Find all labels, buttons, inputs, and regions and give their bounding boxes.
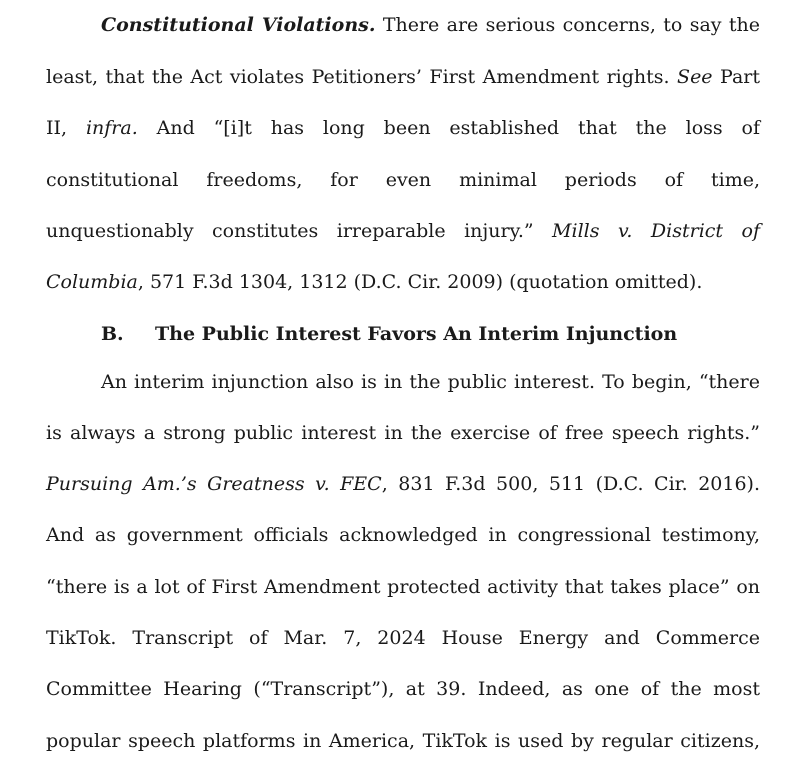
para2-line-6-text: TikTok. Transcript of Mar. 7, 2024 House Energy and Commerce — [46, 627, 760, 649]
para2-line-8 — [46, 729, 760, 753]
para2-line-5-text: “there is a lot of First Amendment protected activity that takes place” on — [46, 576, 760, 598]
para1-infra: infra. — [85, 117, 138, 139]
para1-line-2 — [46, 65, 760, 89]
para2-line-1 — [101, 370, 760, 394]
para2-line-2 — [46, 421, 760, 445]
para2-line-4-text: And as government officials acknowledged in congressional testimony, — [46, 524, 760, 546]
para1-lead-heading: Constitutional Violations. — [101, 14, 376, 36]
para2-line-3 — [46, 472, 760, 496]
para2-line-2-text: is always a strong public interest in the exercise of free speech rights.” — [46, 422, 760, 444]
para1-case-name-cont: Columbia — [46, 271, 138, 293]
para2-line-7 — [46, 677, 760, 701]
para1-line-4-text: constitutional freedoms, for even minimal periods of time, — [46, 169, 760, 191]
para1-line-2-text: least, that the Act violates Petitioners’ First Amendment rights. — [46, 66, 670, 88]
para1-line-5 — [46, 219, 760, 243]
para2-line-1-text: An interim injunction also is in the public interest. To begin, “there — [101, 371, 760, 393]
para2-case-name: Pursuing Am.’s Greatness v. FEC — [46, 473, 382, 495]
para2-line-8-text: popular speech platforms in America, TikTok is used by regular citizens, — [46, 730, 760, 752]
para1-line-2-end: Part — [720, 66, 761, 88]
para2-line-4 — [46, 523, 760, 547]
para1-case-name: Mills v. District of — [552, 220, 760, 242]
para2-line-6 — [46, 626, 760, 650]
para1-line-3-text: And “[i]t has long been established that the loss of — [156, 117, 761, 139]
section-title: The Public Interest Favors An Interim Injunction — [155, 323, 678, 345]
para1-line-1 — [101, 13, 760, 37]
para2-line-5 — [46, 575, 760, 599]
para1-line-3 — [46, 116, 760, 140]
para1-line-6 — [46, 270, 760, 294]
para1-line-5-text: unquestionably constitutes irreparable injury.” — [46, 220, 534, 242]
para2-citation: , 831 F.3d 500, 511 (D.C. Cir. 2016). — [381, 473, 760, 495]
para1-see-signal: See — [677, 66, 713, 88]
para1-citation: , 571 F.3d 1304, 1312 (D.C. Cir. 2009) (quotation omitted). — [137, 271, 703, 293]
para1-line-1-text: There are serious concerns, to say the — [382, 14, 760, 36]
section-heading-b — [101, 322, 761, 346]
para2-line-7-text: Committee Hearing (“Transcript”), at 39. Indeed, as one of the most — [46, 678, 760, 700]
para1-line-3-start: II, — [46, 117, 68, 139]
para1-line-4 — [46, 168, 760, 192]
section-number: B. — [101, 323, 124, 345]
